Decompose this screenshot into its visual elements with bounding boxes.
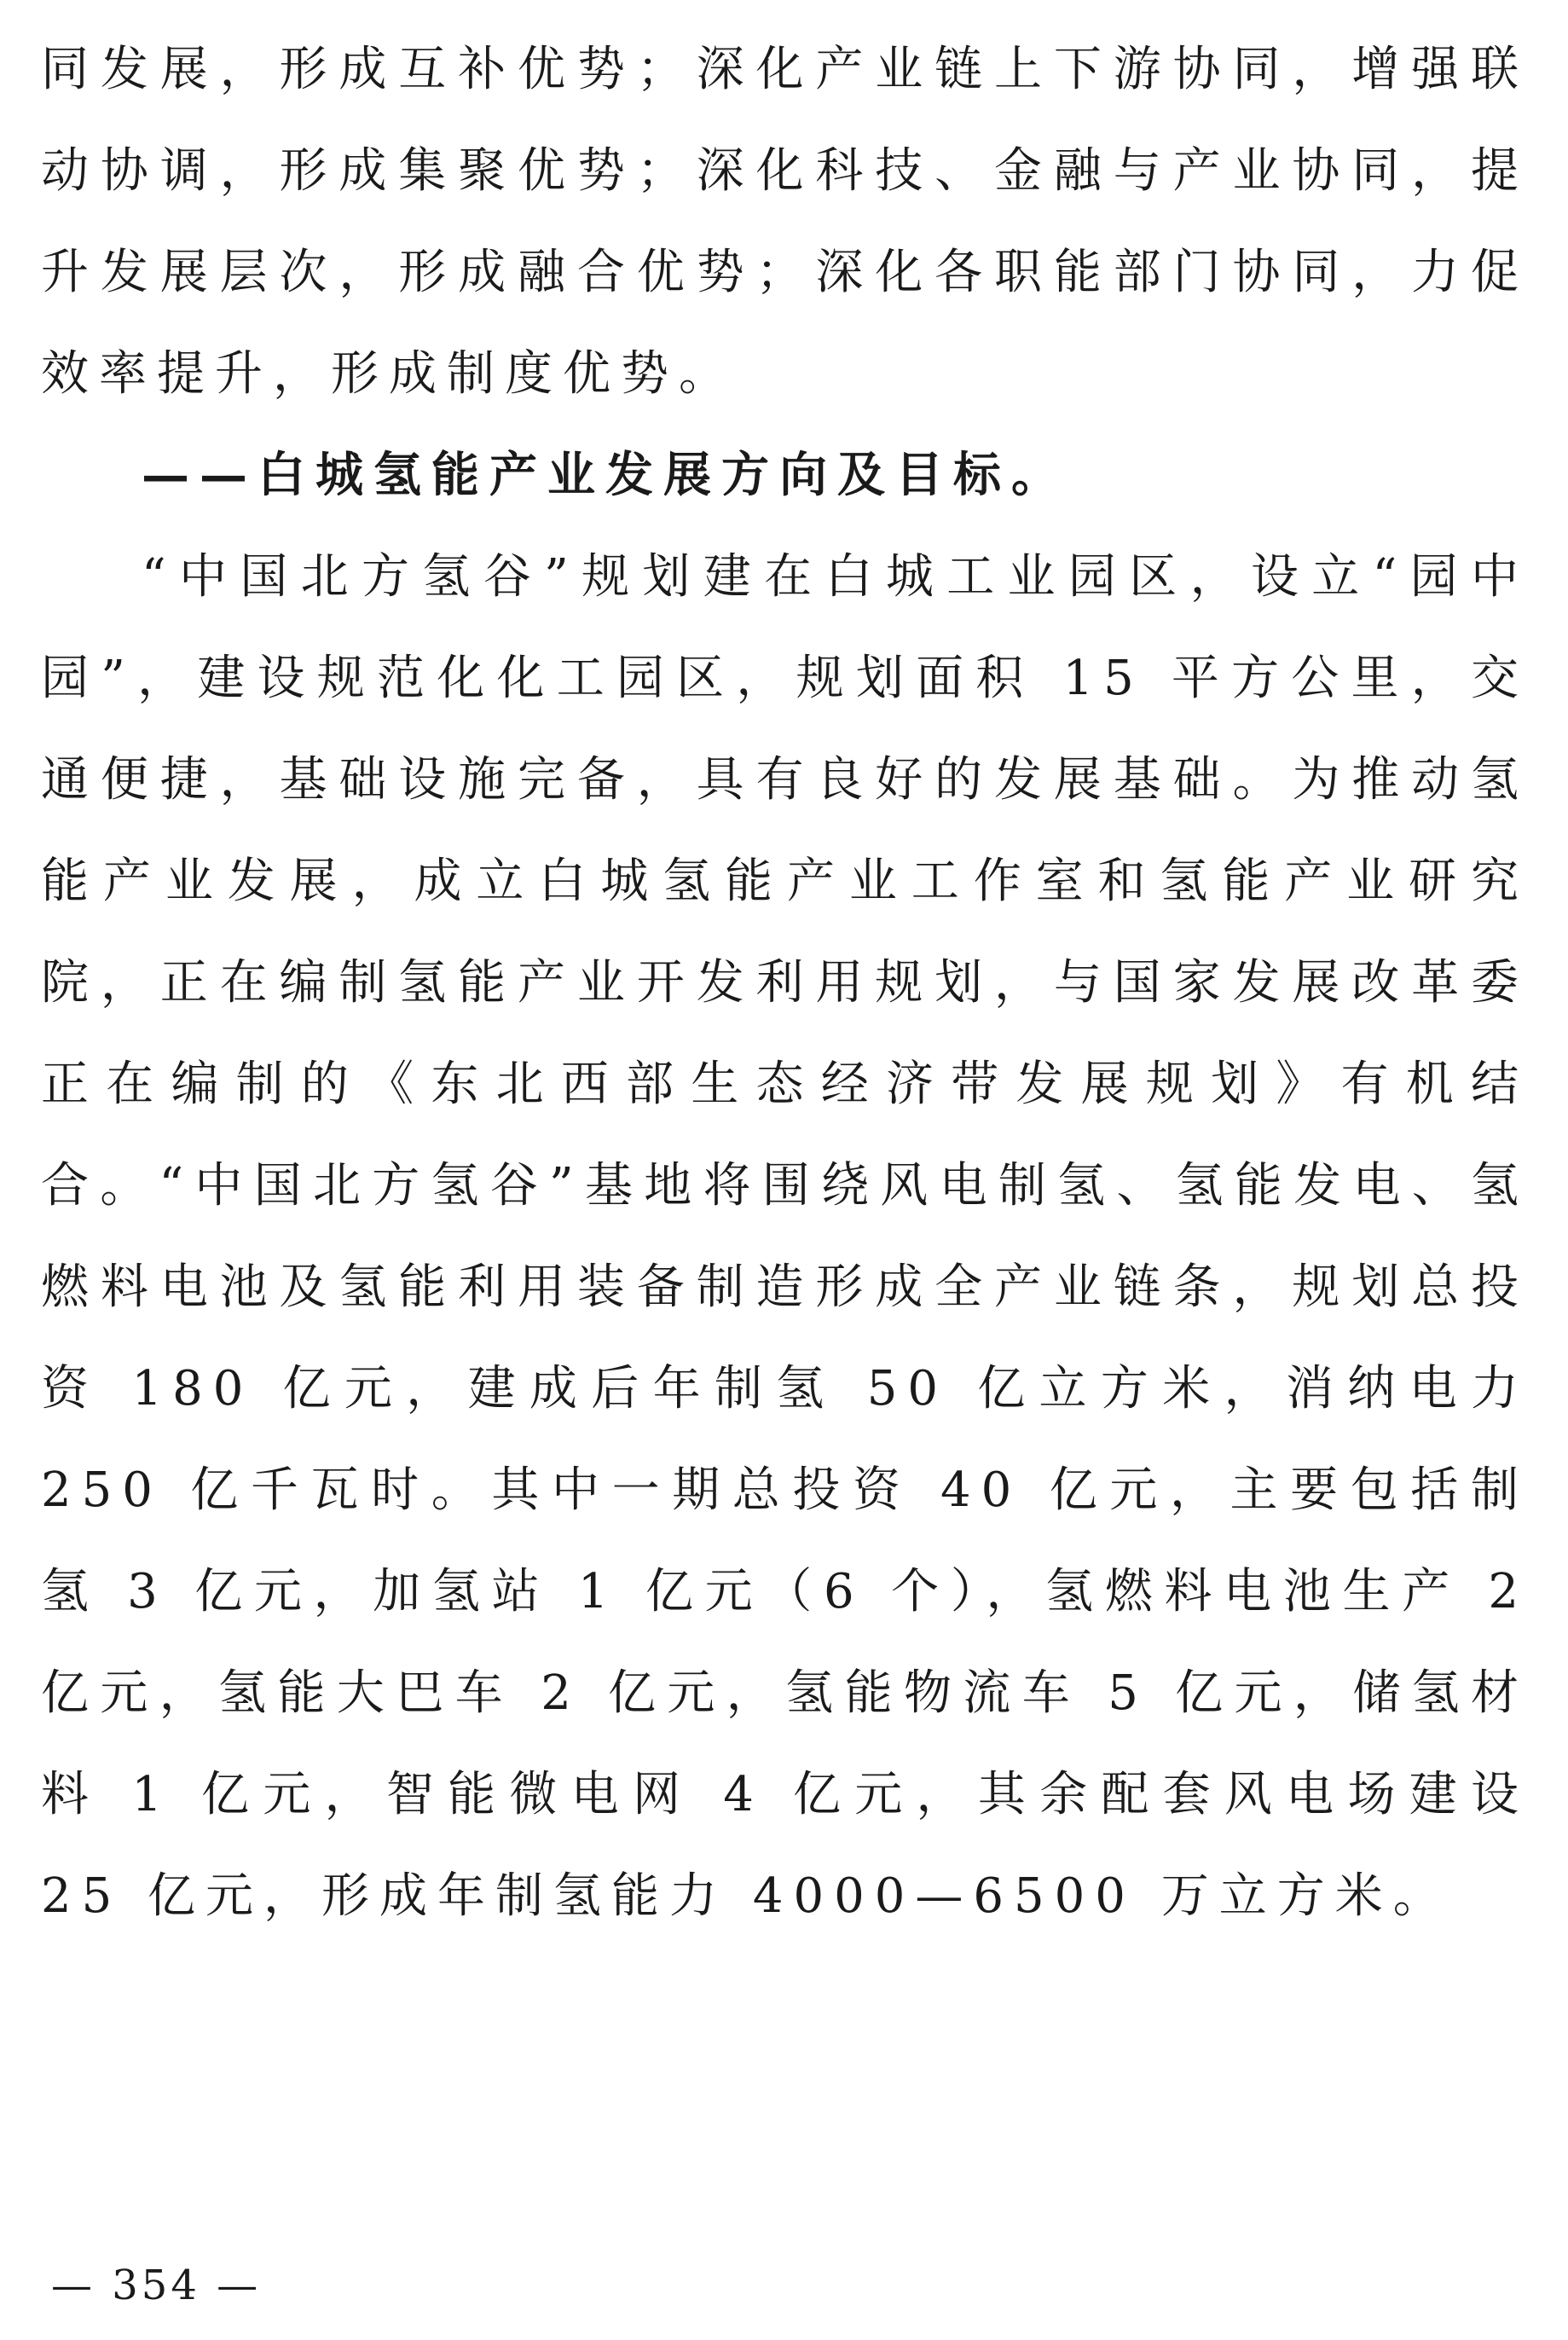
page-number: — 354 —: [51, 2262, 262, 2309]
paragraph-hydrogen-valley: “中国北方氢谷”规划建在白城工业园区，设立“园中园”，建设规范化化工园区，规划面积 15 平方公里，交通便捷，基础设施完备，具有良好的发展基础。为推动氢能产业发展，成立白城氢能产业工作室和氢能产业研究院，正在编制氢能产业开发利用规划，与国家发展改革委正在编制的《东北西部生态经济带发展规划》有机结合。“中国北方氢谷”基地将围绕风电制氢、氢能发电、氢燃料电池及氢能利用装备制造形成全产业链条，规划总投资 180 亿元，建成后年制氢 50 亿立方米，消纳电力 250 亿千瓦时。其中一期总投资 40 亿元，主要包括制氢 3 亿元，加氢站 1 亿元（6 个），氢燃料电池生产 2 亿元，氢能大巴车 2 亿元，氢能物流车 5 亿元，储氢材料 1 亿元，智能微电网 4 亿元，其余配套风电场建设 25 亿元，形成年制氢能力 4000—6500 万立方米。: [41, 549, 1529, 1924]
body-text: [41, 19, 1529, 1947]
section-heading: ——白城氢能产业发展方向及目标。: [142, 447, 1069, 503]
paragraph-continuation: 同发展，形成互补优势；深化产业链上下游协同，增强联动协调，形成集聚优势；深化科技、金融与产业协同，提升发展层次，形成融合优势；深化各职能部门协同，力促效率提升，形成制度优势。: [41, 42, 1529, 402]
